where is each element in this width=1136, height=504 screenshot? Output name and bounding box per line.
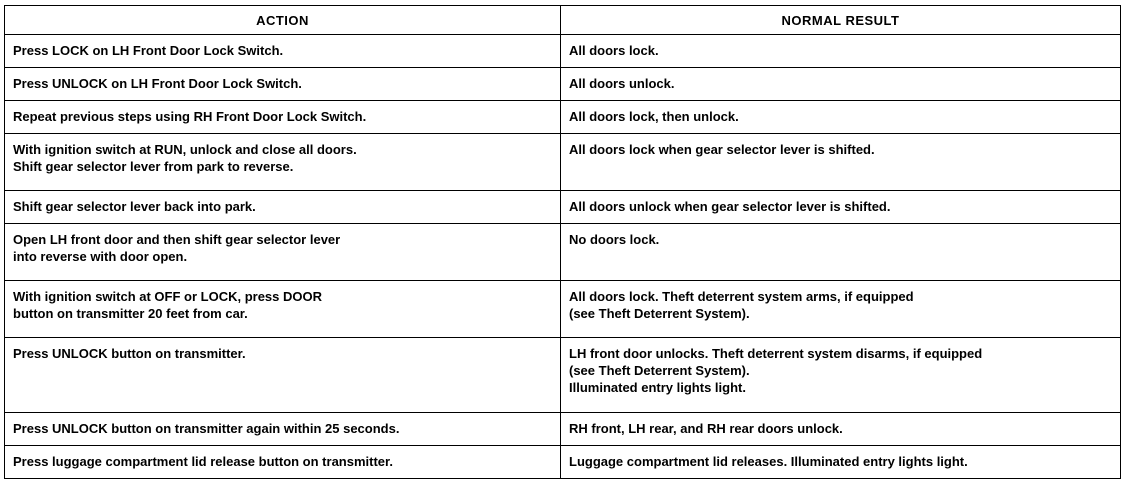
- action-text: With ignition switch at OFF or LOCK, press DOOR: [13, 289, 322, 304]
- action-cell: [5, 101, 561, 134]
- normal-result-column-header: NORMAL RESULT: [561, 6, 1121, 35]
- result-text: All doors lock, then unlock.: [569, 109, 739, 124]
- result-cell: [561, 101, 1121, 134]
- result-text: Luggage compartment lid releases. Illuminated entry lights light.: [569, 454, 968, 469]
- action-text: Press UNLOCK button on transmitter.: [13, 346, 246, 361]
- action-text: Press luggage compartment lid release button on transmitter.: [13, 454, 393, 469]
- action-text: button on transmitter 20 feet from car.: [13, 306, 248, 321]
- action-text: Shift gear selector lever from park to reverse.: [13, 159, 294, 174]
- table-row: [5, 35, 1121, 68]
- table-row: [5, 134, 1121, 191]
- action-cell: [5, 446, 561, 479]
- action-text: Press LOCK on LH Front Door Lock Switch.: [13, 43, 284, 58]
- table-row: [5, 281, 1121, 338]
- result-cell: [561, 191, 1121, 224]
- result-text: No doors lock.: [569, 232, 660, 247]
- action-cell: [5, 413, 561, 446]
- result-cell: [561, 446, 1121, 479]
- result-text: All doors lock when gear selector lever is shifted.: [569, 142, 875, 157]
- result-cell: [561, 68, 1121, 101]
- procedure-sheet: [4, 5, 1120, 499]
- header-row: [5, 6, 1121, 35]
- result-cell: [561, 35, 1121, 68]
- result-cell: [561, 338, 1121, 413]
- action-cell: [5, 68, 561, 101]
- result-text: (see Theft Deterrent System).: [569, 363, 750, 378]
- result-text: Illuminated entry lights light.: [569, 380, 746, 395]
- result-text: All doors lock.: [569, 43, 659, 58]
- table-row: [5, 338, 1121, 413]
- action-result-table: [4, 5, 1121, 479]
- action-cell: [5, 191, 561, 224]
- action-cell: [5, 35, 561, 68]
- table-row: [5, 413, 1121, 446]
- result-cell: [561, 224, 1121, 281]
- result-cell: [561, 134, 1121, 191]
- result-text: All doors unlock when gear selector lever is shifted.: [569, 199, 891, 214]
- action-text: Press UNLOCK button on transmitter again within 25 seconds.: [13, 421, 400, 436]
- table-row: [5, 101, 1121, 134]
- result-text: All doors lock. Theft deterrent system arms, if equipped: [569, 289, 914, 304]
- action-text: Repeat previous steps using RH Front Door Lock Switch.: [13, 109, 367, 124]
- result-cell: [561, 281, 1121, 338]
- result-text: RH front, LH rear, and RH rear doors unlock.: [569, 421, 843, 436]
- action-text: into reverse with door open.: [13, 249, 188, 264]
- action-cell: [5, 134, 561, 191]
- action-cell: [5, 338, 561, 413]
- action-cell: [5, 224, 561, 281]
- action-column-header: ACTION: [5, 6, 561, 35]
- result-text: All doors unlock.: [569, 76, 675, 91]
- action-cell: [5, 281, 561, 338]
- action-text: Press UNLOCK on LH Front Door Lock Switch.: [13, 76, 302, 91]
- table-row: [5, 191, 1121, 224]
- result-cell: [561, 413, 1121, 446]
- result-text: LH front door unlocks. Theft deterrent system disarms, if equipped: [569, 346, 983, 361]
- action-text: Open LH front door and then shift gear selector lever: [13, 232, 341, 247]
- result-text: (see Theft Deterrent System).: [569, 306, 750, 321]
- table-row: [5, 446, 1121, 479]
- table-row: [5, 68, 1121, 101]
- table-row: [5, 224, 1121, 281]
- action-text: Shift gear selector lever back into park.: [13, 199, 256, 214]
- action-text: With ignition switch at RUN, unlock and close all doors.: [13, 142, 357, 157]
